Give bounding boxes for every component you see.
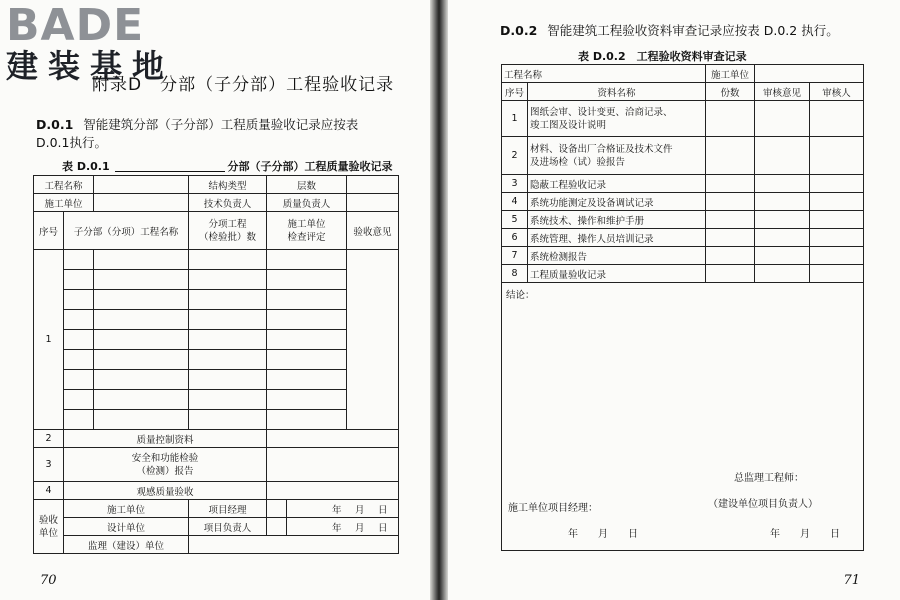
date-month: 月 [800,529,810,540]
table-row [34,536,399,554]
col-header: 份数 [706,83,755,101]
owner-lead-label: （建设单位项目负责人） [708,499,818,510]
doc-name-line: 材料、设备出厂合格证及技术文件 [530,143,673,155]
date-right [770,525,840,540]
table-row [502,101,864,137]
table-row [34,270,399,290]
row-number: 7 [502,247,528,265]
table-caption-d02: 表 D.0.2 工程验收资料审查记录 [578,50,747,63]
unit-design: 设计单位 [64,518,189,536]
clause-d02 [500,22,900,40]
table-row [502,229,864,247]
row-number: 4 [502,193,528,211]
table-caption-d01 [62,158,392,174]
table-header-row [502,83,864,101]
row-number: 8 [502,265,528,283]
date-cell [287,500,399,518]
doc-name: 隐蔽工程验收记录 [528,175,706,193]
col-header-line: 施工单位 [287,218,326,230]
accept-unit-label [34,500,64,554]
value-cell [755,65,864,83]
table-row [34,290,399,310]
header-cell: 结构类型 [189,176,267,194]
col-header-line: 检查评定 [287,231,326,243]
col-header [267,212,347,250]
book-spine [430,0,448,600]
project-name-label: 工程名称 [504,69,543,81]
doc-name: 系统功能测定及设备调试记录 [528,193,706,211]
date-year: 年 [331,504,342,516]
table-row [502,211,864,229]
doc-name [528,137,706,175]
row-label [64,448,267,482]
conclusion-cell [502,283,864,551]
caption-prefix: 表 D.0.1 [62,160,110,173]
table-row [502,247,864,265]
date-cell [287,518,399,536]
table-row [502,65,864,83]
table-row [34,518,399,536]
row-number: 6 [502,229,528,247]
page-number-right: 71 [843,573,860,588]
clause-number: D.0.2 [500,23,538,38]
chief-supervisor-label: 总监理工程师： [734,473,804,484]
col-header: 子分部（分项）工程名称 [64,212,189,250]
table-row [34,310,399,330]
table-row [34,410,399,430]
row-number: 3 [502,175,528,193]
project-lead-label: 项目负责人 [189,518,267,536]
table-row [34,370,399,390]
header-cell: 技术负责人 [189,194,267,212]
table-row [34,500,399,518]
page-number-left: 70 [40,573,57,588]
caption-suffix: 分部（子分部）工程质量验收记录 [227,160,393,173]
table-row [34,194,399,212]
table-row [502,175,864,193]
row-number: 3 [34,448,64,482]
row-number: 1 [502,101,528,137]
row-label: 观感质量验收 [64,482,267,500]
project-name-cell [502,65,706,83]
date-day: 日 [628,529,638,540]
doc-name: 工程质量验收记录 [528,265,706,283]
date-month: 月 [355,504,365,516]
date-year: 年 [331,522,342,534]
table-row [34,176,399,194]
row-number: 2 [34,430,64,448]
doc-name: 系统检测报告 [528,247,706,265]
header-cell: 施工单位 [34,194,94,212]
logo-chinese: 建装基地 [6,47,175,85]
doc-name [528,101,706,137]
accept-unit-line: 验收 [38,514,58,526]
table-row [34,390,399,410]
table-row [34,482,399,500]
row-number: 1 [34,250,64,430]
table-header-row [34,212,399,250]
value-cell [94,194,189,212]
row-number: 2 [502,137,528,175]
col-header [189,212,267,250]
date-year: 年 [568,529,578,540]
right-page [448,0,900,600]
table-row [34,250,399,270]
table-row [502,137,864,175]
value-cell [347,194,399,212]
col-header: 序号 [502,83,528,101]
table-row [502,265,864,283]
date-month: 月 [598,529,608,540]
clause-text: 智能建筑工程验收资料审查记录应按表 D.0.2 执行。 [547,23,839,38]
table-row [34,350,399,370]
value-cell [94,176,189,194]
row-label: 质量控制资料 [64,430,267,448]
table-row [34,430,399,448]
unit-supervision: 监理（建设）单位 [64,536,189,554]
clause-text-2: D.0.1执行。 [36,135,107,150]
value-cell [347,176,399,194]
date-year: 年 [770,529,780,540]
clause-text-1: 智能建筑分部（子分部）工程质量验收记录应按表 [83,117,359,132]
accept-unit-line: 单位 [38,527,58,539]
acceptance-cell [347,250,399,430]
row-number: 5 [502,211,528,229]
clause-number: D.0.1 [36,117,74,132]
row-label-line: 安全和功能检验 [131,452,199,464]
logo-english: BADE [6,0,145,51]
date-left [568,525,638,540]
doc-name-line: 图纸会审、设计变更、洽商记录、 [530,106,673,118]
date-day: 日 [378,522,388,534]
date-month: 月 [355,522,365,534]
header-cell: 工程名称 [34,176,94,194]
clause-d01 [36,116,416,152]
contractor-pm-label: 施工单位项目经理： [508,503,598,514]
row-number: 4 [34,482,64,500]
header-cell: 层数 [267,176,347,194]
date-day: 日 [378,504,388,516]
project-manager-label: 项目经理 [189,500,267,518]
unit-contractor: 施工单位 [64,500,189,518]
col-header: 序号 [34,212,64,250]
row-label-line: （检测）报告 [136,465,194,477]
header-cell: 质量负责人 [267,194,347,212]
table-row [34,330,399,350]
contractor-label: 施工单位 [706,65,755,83]
doc-name: 系统技术、操作和维护手册 [528,211,706,229]
col-header: 资料名称 [528,83,706,101]
conclusion-label: 结论： [506,290,535,301]
table-row [502,193,864,211]
appendix-title: 附录D 分部（子分部）工程验收记录 [92,75,395,95]
col-header: 审核人 [810,83,864,101]
doc-name-line: 及进场检（试）验报告 [530,156,626,168]
col-header: 审核意见 [755,83,810,101]
col-header-line: （检验批）数 [199,231,257,243]
left-page [0,0,430,600]
doc-name: 系统管理、操作人员培训记录 [528,229,706,247]
table-row [34,448,399,482]
table-d02 [501,64,864,551]
table-d01 [33,175,399,554]
col-header: 验收意见 [347,212,399,250]
conclusion-row [502,283,864,551]
date-day: 日 [830,529,840,540]
caption-blank-line [115,161,225,172]
doc-name-line: 竣工图及设计说明 [530,119,607,131]
col-header-line: 分项工程 [208,218,247,230]
